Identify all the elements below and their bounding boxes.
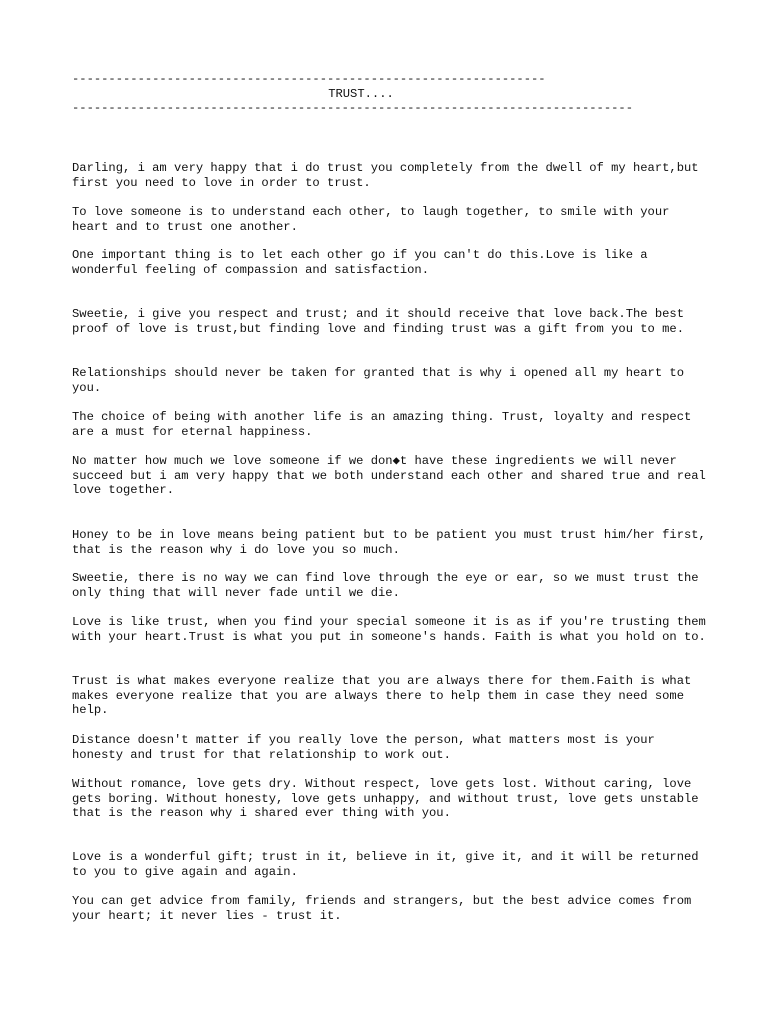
paragraph-10: Love is like trust, when you find your special someone it is as if you're trusting them with your heart.Trust is what you put in someone's hands. Faith is what you hold on to. bbox=[72, 615, 706, 644]
paragraph-11: Trust is what makes everyone realize that you are always there for them.Faith is what makes everyone realize that you are always there to help them in case they need some help. bbox=[72, 674, 692, 718]
paragraph-12: Distance doesn't matter if you really love the person, what matters most is your honesty and trust for that relationship to work out. bbox=[72, 733, 655, 762]
paragraph-2: To love someone is to understand each other, to laugh together, to smile with your heart and to trust one another. bbox=[72, 205, 670, 234]
paragraph-7: No matter how much we love someone if we don◆t have these ingredients we will never succeed but i am very happy that we both understand each other and shared true and real love together. bbox=[72, 454, 706, 498]
header-rule-top: ----------------------------------------------------------------- bbox=[72, 72, 546, 86]
paragraph-3: One important thing is to let each other go if you can't do this.Love is like a wonderful feeling of compassion and satisfaction. bbox=[72, 248, 648, 277]
paragraph-4: Sweetie, i give you respect and trust; and it should receive that love back.The best proof of love is trust,but finding love and finding trust was a gift from you to me. bbox=[72, 307, 684, 336]
paragraph-14: Love is a wonderful gift; trust in it, believe in it, give it, and it will be returned to you to give again and again. bbox=[72, 850, 699, 879]
paragraph-15: You can get advice from family, friends and strangers, but the best advice comes from your heart; it never lies - trust it. bbox=[72, 894, 692, 923]
document-title: TRUST.... bbox=[328, 87, 394, 101]
paragraph-9: Sweetie, there is no way we can find love through the eye or ear, so we must trust the only thing that will never fade until we die. bbox=[72, 571, 699, 600]
paragraph-6: The choice of being with another life is an amazing thing. Trust, loyalty and respect are a must for eternal happiness. bbox=[72, 410, 692, 439]
paragraph-13: Without romance, love gets dry. Without respect, love gets lost. Without caring, love gets boring. Without honesty, love gets unhappy, and without trust, love gets unstable that is the reason why i shared ever thing with you. bbox=[72, 777, 699, 821]
header-rule-bottom: ----------------------------------------------------------------------------- bbox=[72, 101, 633, 115]
paragraph-1: Darling, i am very happy that i do trust you completely from the dwell of my heart,but first you need to love in order to trust. bbox=[72, 161, 699, 190]
paragraph-8: Honey to be in love means being patient but to be patient you must trust him/her first, that is the reason why i do love you so much. bbox=[72, 528, 706, 557]
paragraph-5: Relationships should never be taken for granted that is why i opened all my heart to you. bbox=[72, 366, 684, 395]
